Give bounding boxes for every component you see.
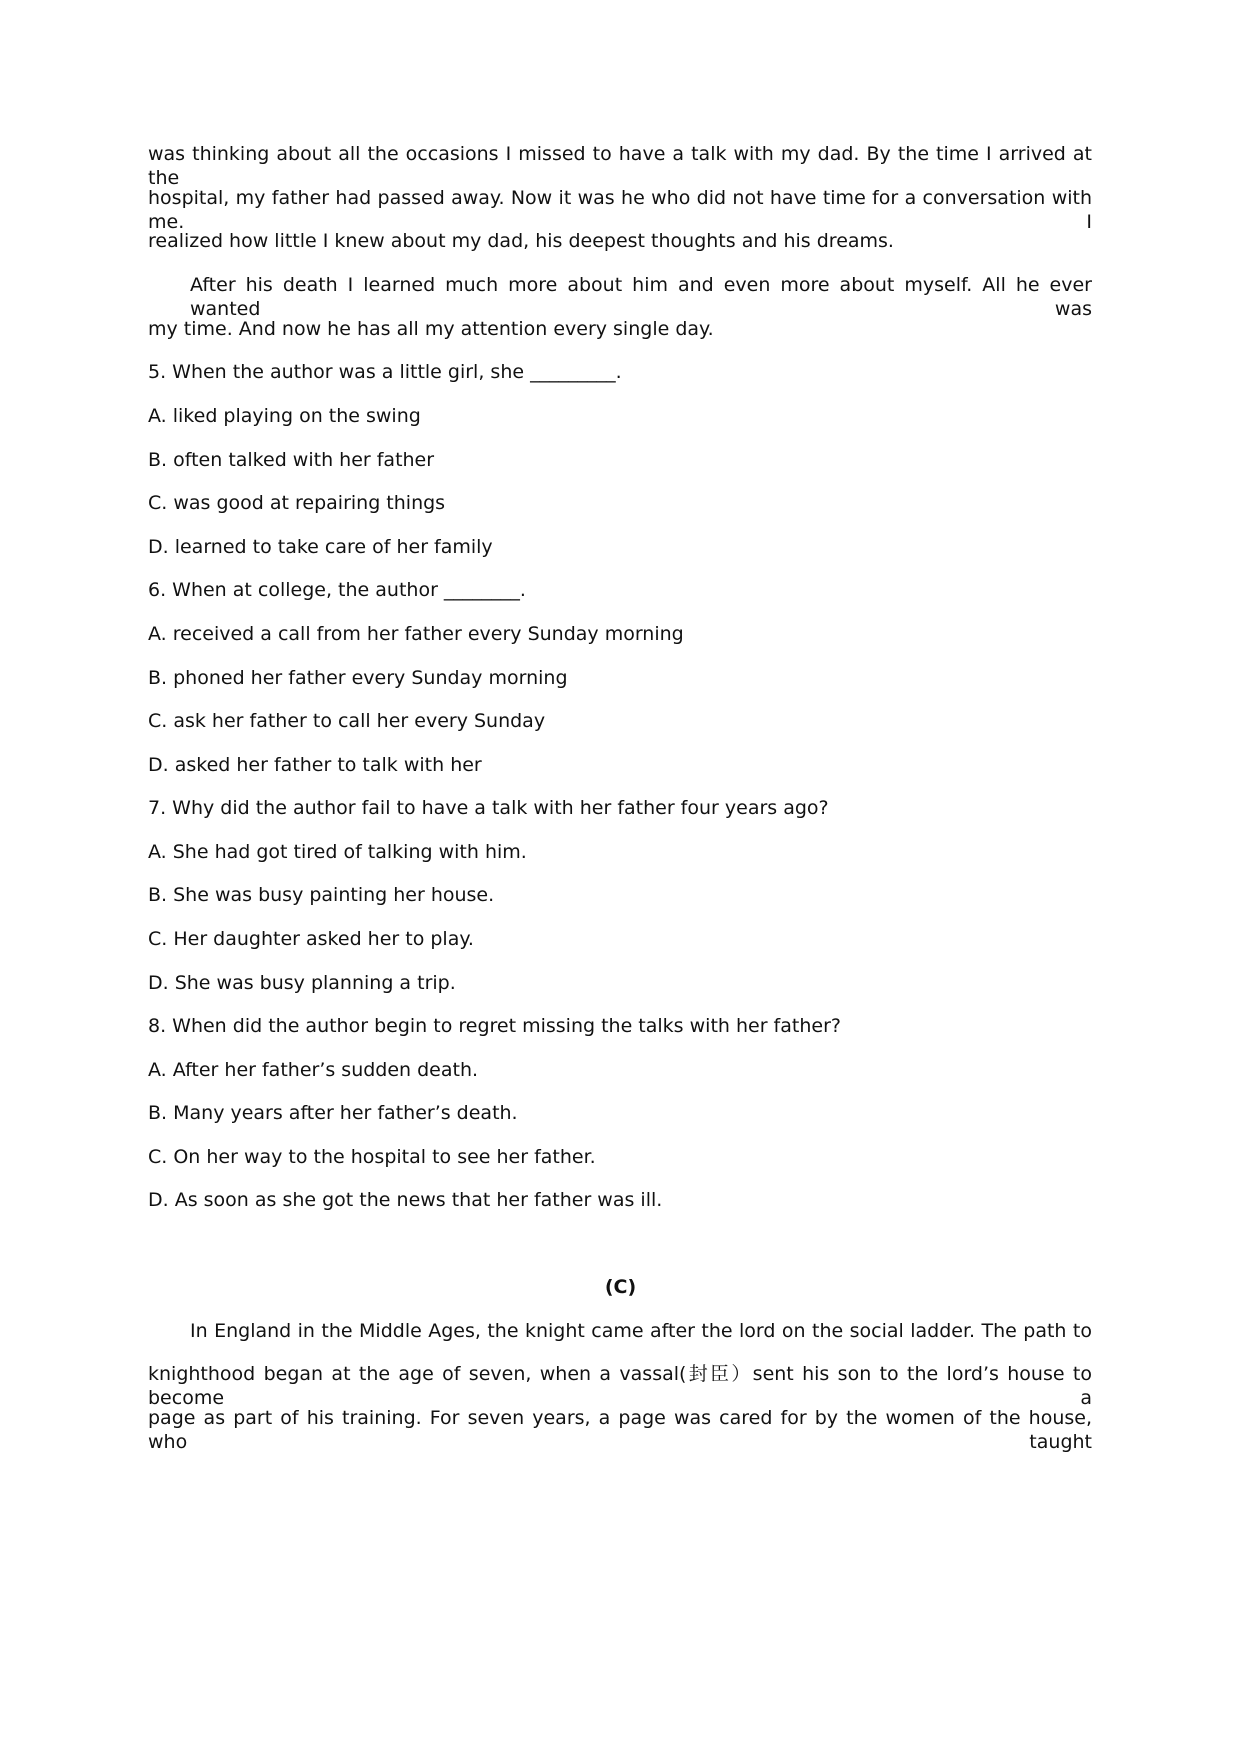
- section-c-heading: (C): [604, 1276, 637, 1298]
- question-6-stem: 6. When at college, the author ________.: [148, 579, 526, 601]
- question-5-option-b: B. often talked with her father: [148, 449, 435, 471]
- question-8-option-b: B. Many years after her father’s death.: [148, 1102, 518, 1124]
- passage-b-line: was thinking about all the occasions I missed to have a talk with my dad. By the time I arrived at the: [148, 143, 1092, 189]
- passage-b-line: realized how little I knew about my dad, his deepest thoughts and his dreams.: [148, 230, 894, 252]
- question-6-option-c: C. ask her father to call her every Sunday: [148, 710, 546, 732]
- question-8-option-a: A. After her father’s sudden death.: [148, 1059, 479, 1081]
- passage-b-line: hospital, my father had passed away. Now it was he who did not have time for a conversation with me. I: [148, 187, 1092, 233]
- question-8-option-d: D. As soon as she got the news that her father was ill.: [148, 1189, 663, 1211]
- passage-c-paragraph-start: In England in the Middle Ages, the knight came after the lord on the social ladder. The path to: [190, 1320, 1092, 1342]
- question-7-option-a: A. She had got tired of talking with him.: [148, 841, 527, 863]
- passage-c-line: knighthood began at the age of seven, when a vassal(封臣）sent his son to the lord’s house to become a: [148, 1363, 1092, 1409]
- question-5-stem: 5. When the author was a little girl, she _________.: [148, 361, 622, 383]
- question-5-option-a: A. liked playing on the swing: [148, 405, 421, 427]
- question-6-option-a: A. received a call from her father every Sunday morning: [148, 623, 684, 645]
- question-5-option-d: D. learned to take care of her family: [148, 536, 493, 558]
- passage-b-paragraph-start: After his death I learned much more about him and even more about myself. All he ever wanted was: [190, 274, 1092, 320]
- question-8-option-c: C. On her way to the hospital to see her father.: [148, 1146, 596, 1168]
- question-6-option-d: D. asked her father to talk with her: [148, 754, 482, 776]
- passage-b-line: my time. And now he has all my attention every single day.: [148, 318, 714, 340]
- question-8-stem: 8. When did the author begin to regret missing the talks with her father?: [148, 1015, 841, 1037]
- question-7-option-b: B. She was busy painting her house.: [148, 884, 495, 906]
- passage-c-line: page as part of his training. For seven years, a page was cared for by the women of the house, who taught: [148, 1407, 1092, 1453]
- question-6-option-b: B. phoned her father every Sunday morning: [148, 667, 568, 689]
- question-7-option-c: C. Her daughter asked her to play.: [148, 928, 474, 950]
- question-7-option-d: D. She was busy planning a trip.: [148, 972, 456, 994]
- question-7-stem: 7. Why did the author fail to have a talk with her father four years ago?: [148, 797, 829, 819]
- question-5-option-c: C. was good at repairing things: [148, 492, 446, 514]
